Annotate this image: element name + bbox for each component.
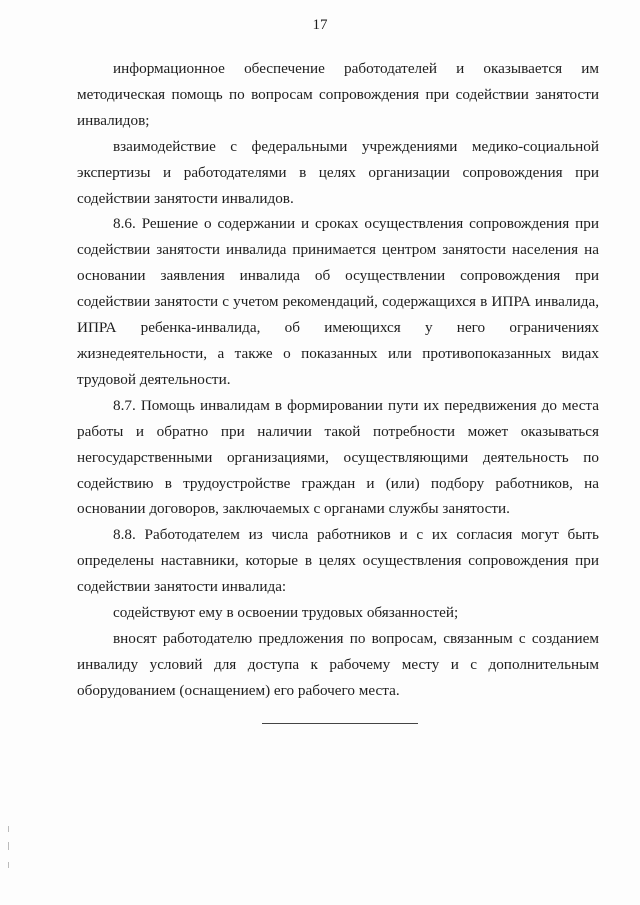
paragraph-8-6: 8.6. Решение о содержании и сроках осуществления сопровождения при содействии занятости инвалида принимается центром занятости населения на основании заявления инвалида об осуществлении сопровождения при содействии занятости с учетом рекомендаций, содержащихся в ИПРА инвалида, ИПРА ребенка-инвалида, об имеющихся у него ограничениях жизнедеятельности, а также о показанных или противопоказанных видах трудовой деятельности.	[77, 215, 599, 388]
scan-artifact	[8, 862, 9, 868]
document-body	[77, 56, 599, 704]
paragraph-mentor-duty-1: содействуют ему в освоении трудовых обязанностей;	[113, 604, 459, 622]
scan-artifact	[8, 842, 9, 850]
paragraph-8-7: 8.7. Помощь инвалидам в формировании пути их передвижения до места работы и обратно при наличии такой потребности может оказываться негосударственными организациями, осуществляющими деятельность по содействию в трудоустройстве граждан и (или) подбору работников, на основании договоров, заключаемых с органами службы занятости.	[77, 396, 599, 518]
paragraph-mentor-duty-2: вносят работодателю предложения по вопросам, связанным с созданием инвалиду условий для доступа к рабочему месту и с дополнительным оборудованием (оснащением) его рабочего места.	[77, 629, 599, 699]
end-divider-line	[262, 723, 418, 724]
page-number: 17	[312, 17, 328, 33]
paragraph-8-8: 8.8. Работодателем из числа работников и с их согласия могут быть определены наставники, которые в целях осуществления сопровождения при содействии занятости инвалида:	[77, 526, 599, 596]
scan-artifact	[8, 826, 9, 832]
paragraph-cooperation-mse: взаимодействие с федеральными учреждениями медико-социальной экспертизы и работодателями в целях организации сопровождения при содействии занятости инвалидов.	[77, 137, 599, 207]
paragraph-methodical-help: информационное обеспечение работодателей и оказывается им методическая помощь по вопросам сопровождения при содействии занятости инвалидов;	[77, 60, 599, 129]
